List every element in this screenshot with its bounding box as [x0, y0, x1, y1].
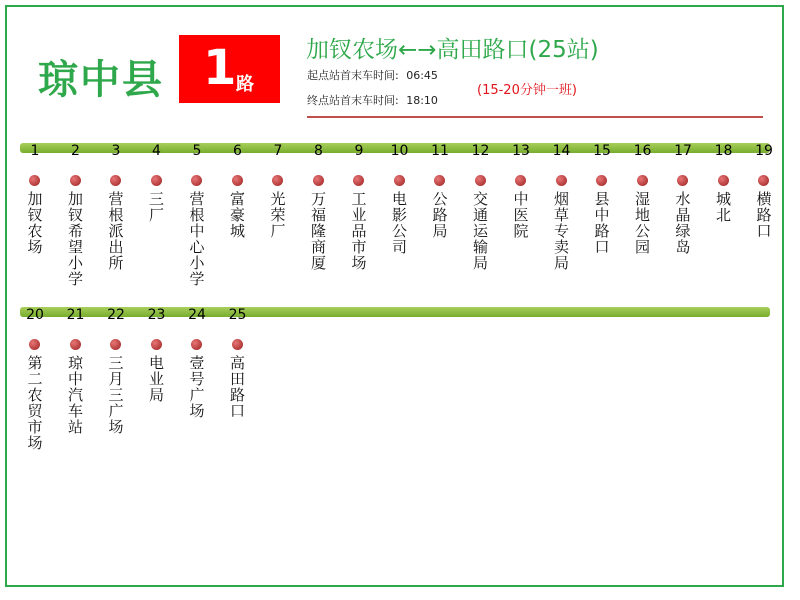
stop-number: 17	[674, 143, 692, 159]
stop-dot-icon	[232, 339, 243, 350]
stop-name: 城北	[715, 190, 731, 224]
stop-name: 富豪城	[229, 190, 245, 240]
stop-number: 8	[314, 143, 323, 159]
stop-number: 18	[714, 143, 733, 159]
stop-dot-icon	[596, 175, 607, 186]
route-number: 1	[203, 40, 237, 96]
stop-dot-icon	[637, 175, 648, 186]
stop-dot-icon	[232, 175, 243, 186]
stop-number: 3	[111, 143, 121, 159]
stop-number: 6	[233, 143, 242, 159]
stop-dot-icon	[313, 175, 324, 186]
stop-number: 1	[30, 143, 40, 159]
stop-name: 营根中心小学	[189, 190, 205, 288]
stop-name: 公路局	[432, 190, 448, 240]
stop-number: 9	[354, 143, 364, 159]
stop-dot-icon	[29, 339, 40, 350]
stop-number: 15	[593, 143, 611, 159]
stop-dot-icon	[758, 175, 769, 186]
stop-dot-icon	[556, 175, 567, 186]
stop-dot-icon	[70, 175, 81, 186]
first-bus-value: 06:45	[406, 69, 438, 82]
stop-number: 24	[188, 307, 206, 323]
stop-number: 7	[273, 143, 283, 159]
stop-dot-icon	[353, 175, 364, 186]
stop-number: 20	[26, 307, 44, 323]
stop-dot-icon	[29, 175, 40, 186]
stop-number: 23	[147, 307, 166, 323]
frequency-note: (15-20分钟一班)	[477, 83, 577, 98]
stop-dot-icon	[191, 339, 202, 350]
stop-dot-icon	[475, 175, 486, 186]
stop-number: 25	[228, 307, 247, 323]
stop-name: 交通运输局	[472, 190, 488, 272]
stop-name: 电影公司	[391, 190, 407, 256]
stop-number: 16	[633, 143, 652, 159]
stop-name: 营根派出所	[108, 190, 124, 272]
stop-number: 13	[512, 143, 530, 159]
last-bus-value: 18:10	[406, 94, 438, 107]
first-bus-time	[307, 67, 438, 83]
stop-name: 琼中汽车站	[67, 354, 83, 436]
stop-dot-icon	[70, 339, 81, 350]
stop-number: 21	[66, 307, 85, 323]
first-bus-label: 起点站首末车时间:	[307, 69, 399, 82]
last-bus-time	[307, 92, 438, 108]
stop-name: 工业品市场	[351, 190, 367, 272]
stop-dot-icon	[677, 175, 688, 186]
stop-dot-icon	[434, 175, 445, 186]
stop-number: 4	[152, 143, 161, 159]
stop-name: 水晶绿岛	[675, 190, 691, 256]
stop-name: 加钗希望小学	[67, 190, 83, 288]
county-name: 琼中县	[38, 57, 164, 103]
stop-name: 光荣厂	[270, 190, 286, 240]
stop-name: 加钗农场	[27, 190, 43, 256]
stop-name: 三厂	[148, 190, 164, 224]
stop-name: 县中路口	[594, 190, 610, 256]
stop-dot-icon	[515, 175, 526, 186]
stop-name: 第二农贸市场	[27, 354, 43, 452]
stop-number: 12	[471, 143, 490, 159]
stop-name: 三月三广场	[108, 354, 124, 436]
stop-number: 11	[431, 143, 449, 159]
stop-name: 中医院	[513, 190, 529, 240]
header-divider	[307, 116, 763, 118]
stop-name: 湿地公园	[634, 190, 650, 256]
last-bus-label: 终点站首末车时间:	[307, 94, 399, 107]
stop-dot-icon	[151, 339, 162, 350]
stop-name: 烟草专卖局	[553, 190, 569, 272]
stop-dot-icon	[191, 175, 202, 186]
route-suffix: 路	[236, 74, 254, 95]
stop-name: 高田路口	[229, 354, 245, 420]
stop-dot-icon	[151, 175, 162, 186]
stop-name: 电业局	[148, 354, 164, 404]
stop-name: 壹号广场	[189, 354, 205, 420]
stop-dot-icon	[394, 175, 405, 186]
stop-name: 万福隆商厦	[310, 190, 326, 272]
stop-number: 22	[107, 307, 125, 323]
stop-name: 横路口	[756, 190, 772, 240]
route-badge	[179, 35, 280, 103]
line-title: 加钗农场←→高田路口(25站)	[306, 37, 599, 63]
stop-number: 5	[192, 143, 202, 159]
stop-number: 10	[390, 143, 409, 159]
stop-number: 2	[71, 143, 80, 159]
stop-number: 14	[552, 143, 571, 159]
stop-dot-icon	[718, 175, 729, 186]
stop-dot-icon	[110, 339, 121, 350]
stop-number: 19	[755, 143, 773, 159]
stop-dot-icon	[272, 175, 283, 186]
stop-dot-icon	[110, 175, 121, 186]
